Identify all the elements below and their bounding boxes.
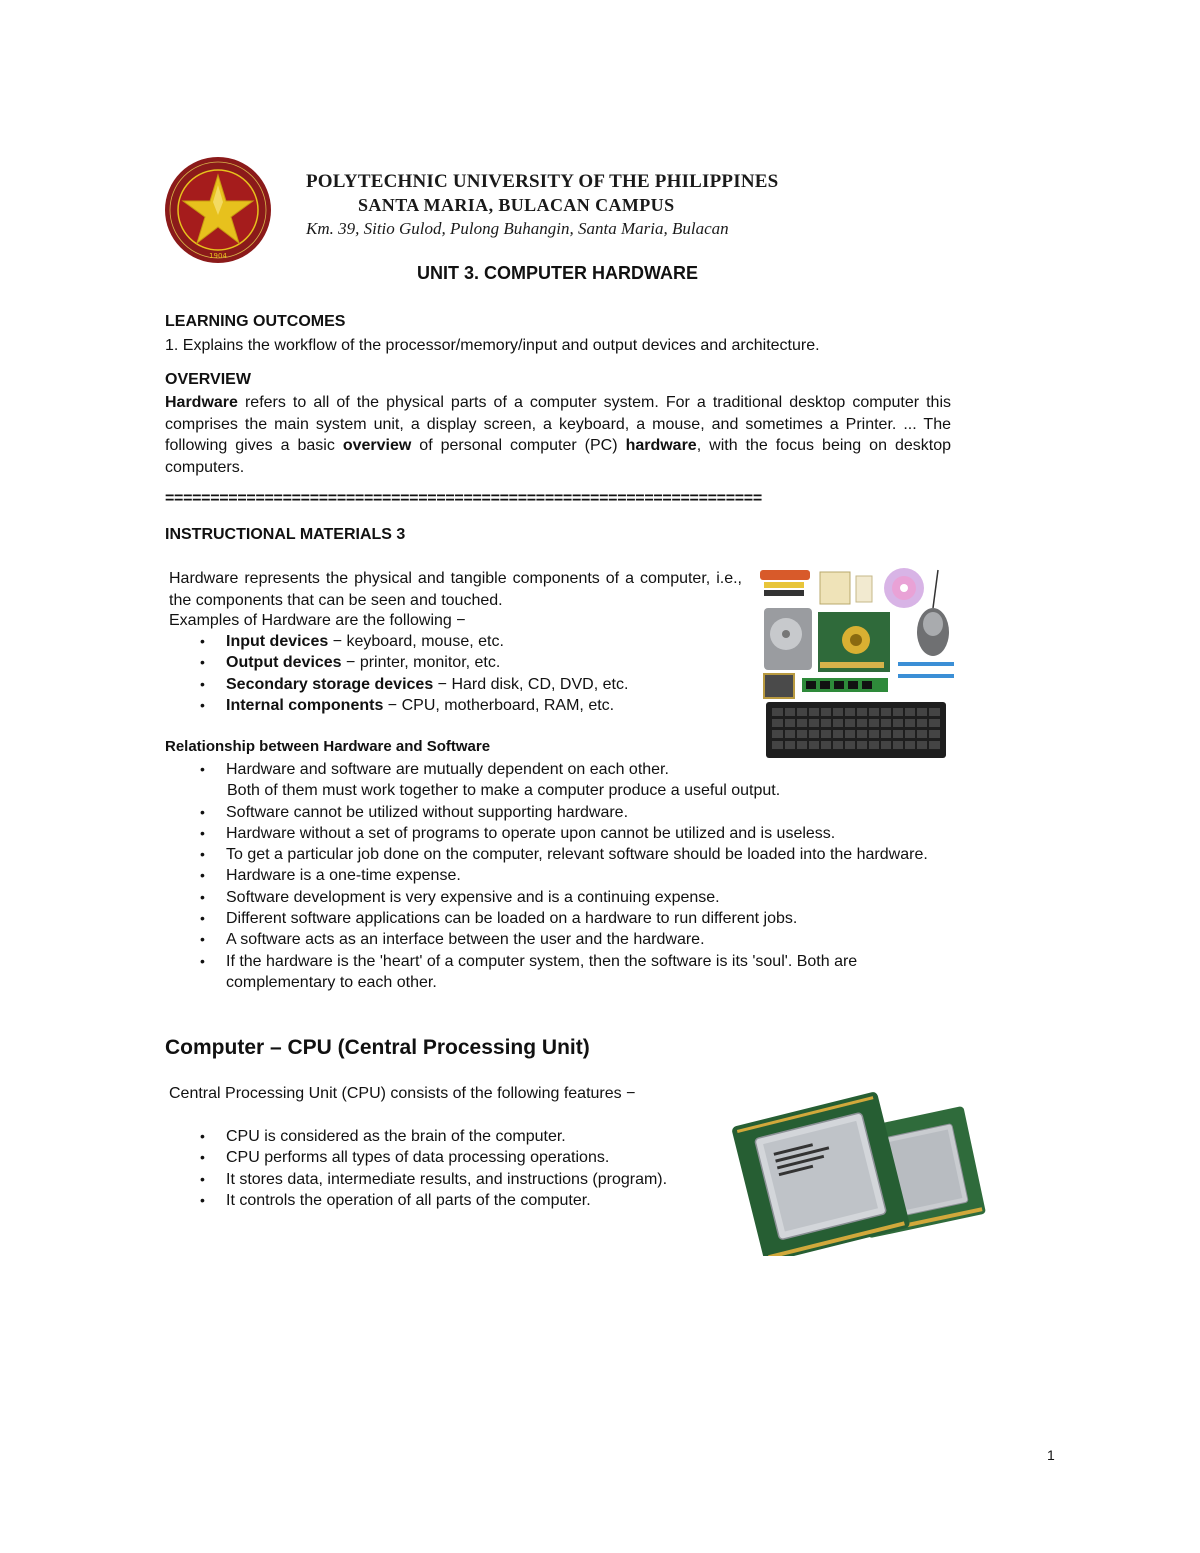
university-seal-logo (163, 155, 273, 265)
list-item: • Internal components − CPU, motherboard, RAM, etc. (169, 695, 729, 716)
overview-term-hardware-2: hardware (625, 437, 697, 454)
hardware-examples-list (169, 631, 729, 716)
overview-term-overview: overview (342, 437, 412, 454)
hardware-components-image (758, 566, 954, 760)
relationship-list (169, 759, 959, 993)
list-item: • CPU performs all types of data processing operations. (169, 1147, 696, 1168)
university-name: POLYTECHNIC UNIVERSITY OF THE PHILIPPINES (306, 171, 779, 192)
hardware-intro: Hardware represents the physical and tangible components of a computer, i.e., the components that can be seen and touched. (169, 570, 742, 609)
list-item: • It stores data, intermediate results, and instructions (program). (169, 1169, 696, 1190)
campus-address: Km. 39, Sitio Gulod, Pulong Buhangin, Santa Maria, Bulacan (306, 219, 729, 238)
unit-title: UNIT 3. COMPUTER HARDWARE (416, 263, 698, 283)
overview-heading: OVERVIEW (165, 371, 251, 388)
cpu-processor-image (712, 1082, 994, 1256)
list-item: • Software cannot be utilized without supporting hardware. (169, 802, 959, 823)
hardware-examples-lead: Examples of Hardware are the following − (169, 612, 466, 629)
list-item: • A software acts as an interface between the user and the hardware. (169, 929, 959, 950)
list-item: • If the hardware is the 'heart' of a computer system, then the software is its 'soul'. Both are complementary to each other. (169, 951, 956, 994)
list-item: • Hardware and software are mutually dependent on each other. Both of them must work together to make a computer produce a useful output. (169, 759, 959, 802)
campus-name: SANTA MARIA, BULACAN CAMPUS (358, 195, 675, 215)
list-item: • Software development is very expensive and is a continuing expense. (169, 887, 959, 908)
instructional-materials-heading: INSTRUCTIONAL MATERIALS 3 (165, 526, 406, 543)
overview-paragraph: Hardware refers to all of the physical parts of a computer system. For a traditional desktop computer this comprises the main system unit, a display screen, a keyboard, a mouse, and sometimes a Printer. ... The following gives a basic overview of personal computer (PC) hardware, with the focus being on desktop computers. (165, 394, 952, 476)
cpu-features-list (169, 1126, 696, 1211)
list-item: • Hardware is a one-time expense. (169, 865, 959, 886)
list-item: • Secondary storage devices − Hard disk, CD, DVD, etc. (169, 674, 729, 695)
relationship-heading: Relationship between Hardware and Software (165, 738, 491, 755)
list-item: • Hardware without a set of programs to operate upon cannot be utilized and is useless. (169, 823, 959, 844)
page-number: 1 (1047, 1447, 1055, 1463)
list-item: • Output devices − printer, monitor, etc. (169, 652, 729, 673)
logo-year: 1904 (209, 252, 227, 260)
section-divider: ================================================================== (165, 490, 762, 507)
list-item: • It controls the operation of all parts of the computer. (169, 1190, 696, 1211)
cpu-heading: Computer – CPU (Central Processing Unit) (165, 1036, 590, 1059)
cpu-intro: Central Processing Unit (CPU) consists of the following features − (169, 1085, 636, 1102)
list-item: • Different software applications can be loaded on a hardware to run different jobs. (169, 908, 959, 929)
learning-outcome-item: 1. Explains the workflow of the processor/memory/input and output devices and architecture. (165, 337, 820, 354)
learning-outcomes-heading: LEARNING OUTCOMES (165, 313, 346, 330)
list-item: • CPU is considered as the brain of the computer. (169, 1126, 696, 1147)
overview-term-hardware: Hardware (165, 394, 238, 411)
list-item: • To get a particular job done on the computer, relevant software should be loaded into the hardware. (169, 844, 956, 865)
list-item: • Input devices − keyboard, mouse, etc. (169, 631, 729, 652)
